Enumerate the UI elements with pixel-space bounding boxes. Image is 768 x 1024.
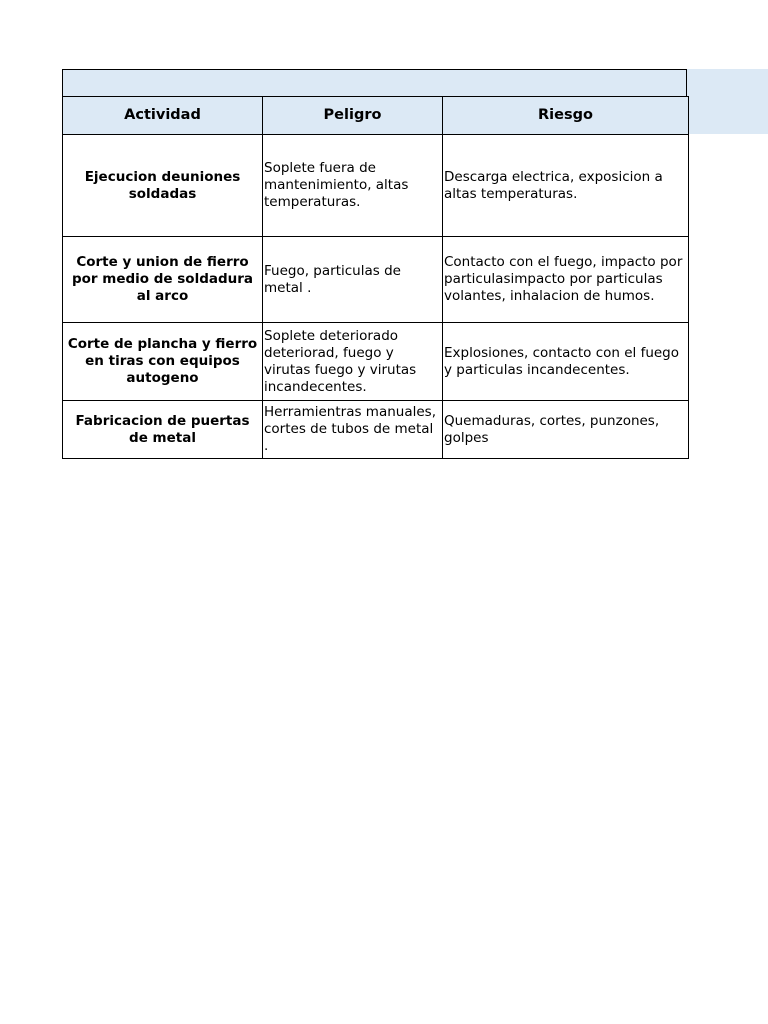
riesgo-cell: Descarga electrica, exposicion a altas temperaturas. [443, 135, 689, 237]
riesgo-cell: Contacto con el fuego, impacto por particulasimpacto por particulas volantes, inhalacion de humos. [443, 237, 689, 323]
table-title-row [62, 69, 687, 96]
column-header-peligro: Peligro [263, 97, 443, 135]
table-row [63, 237, 689, 323]
peligro-cell: Herramientras manuales, cortes de tubos de metal . [263, 401, 443, 459]
peligro-cell: Fuego, particulas de metal . [263, 237, 443, 323]
hazard-table [62, 96, 689, 459]
riesgo-cell: Explosiones, contacto con el fuego y particulas incandecentes. [443, 323, 689, 401]
column-header-riesgo: Riesgo [443, 97, 689, 135]
actividad-cell: Corte de plancha y fierro en tiras con equipos autogeno [63, 323, 263, 401]
riesgo-cell: Quemaduras, cortes, punzones, golpes [443, 401, 689, 459]
table-row [63, 135, 689, 237]
column-header-actividad: Actividad [63, 97, 263, 135]
peligro-cell: Soplete deteriorado deteriorad, fuego y virutas fuego y virutas incandecentes. [263, 323, 443, 401]
table-row [63, 401, 689, 459]
table-header-row [63, 97, 689, 135]
table-row [63, 323, 689, 401]
actividad-cell: Ejecucion deuniones soldadas [63, 135, 263, 237]
actividad-cell: Corte y union de fierro por medio de soldadura al arco [63, 237, 263, 323]
peligro-cell: Soplete fuera de mantenimiento, altas temperaturas. [263, 135, 443, 237]
actividad-cell: Fabricacion de puertas de metal [63, 401, 263, 459]
